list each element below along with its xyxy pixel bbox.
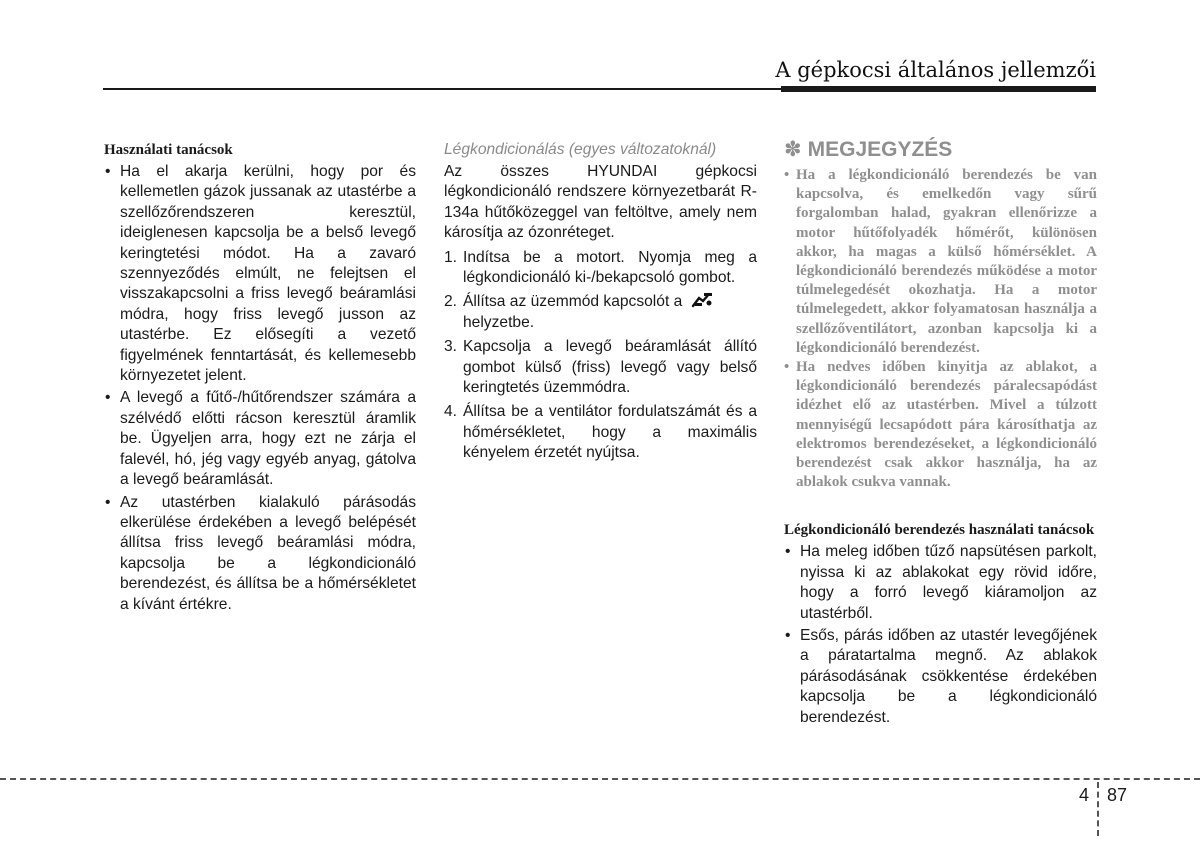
list-item-text: A levegő a fűtő-/hűtőrendszer számára a szélvédő előtti rácson keresztül áramlik be. Ügyeljen arra, hogy ezt ne zárja el falevél, hó, jég vagy egyéb anyag, gátolva a levegő beáramlását.: [120, 389, 416, 489]
column-notes: [784, 140, 1097, 730]
list-item: • Az utastérben kialakuló párásodás elkerülése érdekében a levegő belépését állítsa friss levegő beáramlási módra, kapcsolja be a légkondicionáló berendezést, és állítsa be a hőmérsékletet a kívánt értékre.: [105, 493, 416, 613]
vent-mode-icon: [691, 292, 713, 308]
intro-paragraph: Az összes HYUNDAI gépkocsi légkondicionáló rendszere környezetbarát R-134a hűtőközeggel van feltöltve, amely nem károsítja az ózonréteget.: [444, 163, 757, 242]
section-heading-usage-tips: Használati tanácsok: [104, 142, 233, 158]
list-item: • Esős, párás időben az utastér levegőjének a páratartalma megnő. Az ablakok párásodásának csökkentése érdekében kapcsolja be a légkondicionáló berendezést.: [785, 627, 1097, 726]
step-item: [444, 337, 757, 398]
note-star-icon: ✽: [784, 138, 802, 161]
step-number: 1.: [444, 248, 458, 266]
notes-list: [784, 166, 1097, 492]
step-text: Indítsa be a motort. Nyomja meg a légkondicionáló ki-/bekapcsoló gombot.: [463, 248, 757, 287]
step-item: [444, 292, 757, 333]
step-number: 4.: [444, 403, 458, 421]
step-text: Állítsa az üzemmód kapcsolót a: [463, 293, 683, 311]
step-text: Állítsa be a ventilátor fordulatszámát és a hőmérsékletet, hogy a maximális kényelem érzetét nyújtsa.: [463, 403, 757, 462]
list-item-text: Ha el akarja kerülni, hogy por és kellemetlen gázok jussanak az utastérbe a szellőzőrendszeren keresztül, ideiglenesen kapcsolja be a belső levegő keringtetési módot. Ha a zavaró szennyeződés elmúlt, ne felejtsen el visszakapcsolni a friss levegő beáramlási módra, hogy friss levegő jusson az utastérbe. Ez elősegíti a vezető figyelmének fenntartását, és kellemesebb környezetet jelent.: [120, 163, 416, 385]
list-item: • Ha el akarja kerülni, hogy por és kellemetlen gázok jussanak az utastérbe a szellőzőrendszeren keresztül, ideiglenesen kapcsolja be a belső levegő keringtetési módot. Ha a zavaró szennyeződés elmúlt, ne felejtsen el visszakapcsolni a friss levegő beáramlási módra, hogy friss levegő jusson az utastérbe. Ez elősegíti a vezető figyelmének fenntartását, és kellemesebb környezetet jelent.: [105, 163, 416, 385]
footer-dashed-rule: [0, 778, 1200, 780]
note-item: • Ha nedves időben kinyitja az ablakot, a légkondicionáló berendezés páralecsapódást idézhet elő az utastérben. Mivel a túlzott mennyiségű lecsapódott pára károsíthatja az elektromos berendezéseket, a légkondicionáló berendezést csak akkor használja, ha az ablakok csukva vannak.: [784, 359, 1097, 491]
header-rule-accent: [781, 86, 1096, 92]
usage-tips-list: [104, 162, 416, 615]
steps-list: [444, 248, 757, 464]
footer-divider: [1097, 782, 1099, 836]
column-usage-tips: [104, 140, 416, 617]
list-item-text: Esős, párás időben az utastér levegőjének a páratartalma megnő. Az ablakok párásodásának csökkentése érdekében kapcsolja be a légkondicionáló berendezést.: [800, 627, 1097, 726]
note-title-text: MEGJEGYZÉS: [807, 138, 953, 161]
page-header-title: A gépkocsi általános jellemzői: [775, 58, 1096, 82]
list-item: • Ha meleg időben tűző napsütésen parkolt, nyissa ki az ablakokat egy rövid időre, hogy a forró levegő kiáramoljon az utastérből.: [785, 543, 1097, 622]
list-item-text: Ha meleg időben tűző napsütésen parkolt, nyissa ki az ablakokat egy rövid időre, hogy a forró levegő kiáramoljon az utastérből.: [800, 543, 1097, 622]
ac-tips-list: [784, 542, 1097, 728]
note-text: Ha a légkondicionáló berendezés be van kapcsolva, és emelkedőn vagy sűrű forgalomban halad, gyakran ellenőrizze a motor hűtőfolyadék hőmérőt, különösen akkor, ha magas a külső hőmérséklet. A légkondicionáló berendezés működése a motor túlmelegedését okozhatja. Ha a motor túlmelegedett, akkor folyamatosan használja a szellőzőventilátort, azonban kapcsolja ki a légkondicionáló berendezést.: [796, 167, 1097, 356]
step-item: [444, 402, 757, 463]
list-item: • A levegő a fűtő-/hűtőrendszer számára a szélvédő előtti rácson keresztül áramlik be. Ügyeljen arra, hogy ezt ne zárja el falevél, hó, jég vagy egyéb anyag, gátolva a levegő beáramlását.: [105, 389, 416, 489]
note-title: [784, 138, 1097, 162]
step-number: 2.: [444, 293, 458, 311]
section-heading-ac-tips: Légkondicionáló berendezés használati tanácsok: [784, 522, 1095, 539]
step-item: [444, 248, 757, 289]
page-number: 87: [1107, 785, 1128, 805]
note-text: Ha nedves időben kinyitja az ablakot, a légkondicionáló berendezés páralecsapódást idézhet elő az utastérben. Mivel a túlzott mennyiségű lecsapódott pára károsíthatja az elektromos berendezéseket, a légkondicionáló berendezést csak akkor használja, ha az ablakok csukva vannak.: [796, 359, 1097, 491]
column-air-conditioning: [444, 140, 757, 464]
note-item: • Ha a légkondicionáló berendezés be van kapcsolva, és emelkedőn vagy sűrű forgalomban halad, gyakran ellenőrizze a motor hűtőfolyadék hőmérőt, különösen akkor, ha magas a külső hőmérséklet. A légkondicionáló berendezés működése a motor túlmelegedését okozhatja. Ha a motor túlmelegedett, akkor folyamatosan használja a szellőzőventilátort, azonban kapcsolja ki a légkondicionáló berendezést.: [784, 167, 1097, 356]
section-number: 4: [1079, 785, 1090, 805]
section-heading-air-conditioning: Légkondicionálás (egyes változatoknál): [444, 141, 717, 158]
list-item-text: Az utastérben kialakuló párásodás elkerülése érdekében a levegő belépését állítsa friss levegő beáramlási módra, kapcsolja be a légkondicionáló berendezést, és állítsa be a hőmérsékletet a kívánt értékre.: [120, 493, 416, 613]
step-text: Kapcsolja a levegő beáramlását állító gombot külső (friss) levegő vagy belső keringtetés üzemmódra.: [463, 338, 757, 397]
step-text: helyzetbe.: [463, 313, 535, 331]
step-number: 3.: [444, 338, 458, 356]
